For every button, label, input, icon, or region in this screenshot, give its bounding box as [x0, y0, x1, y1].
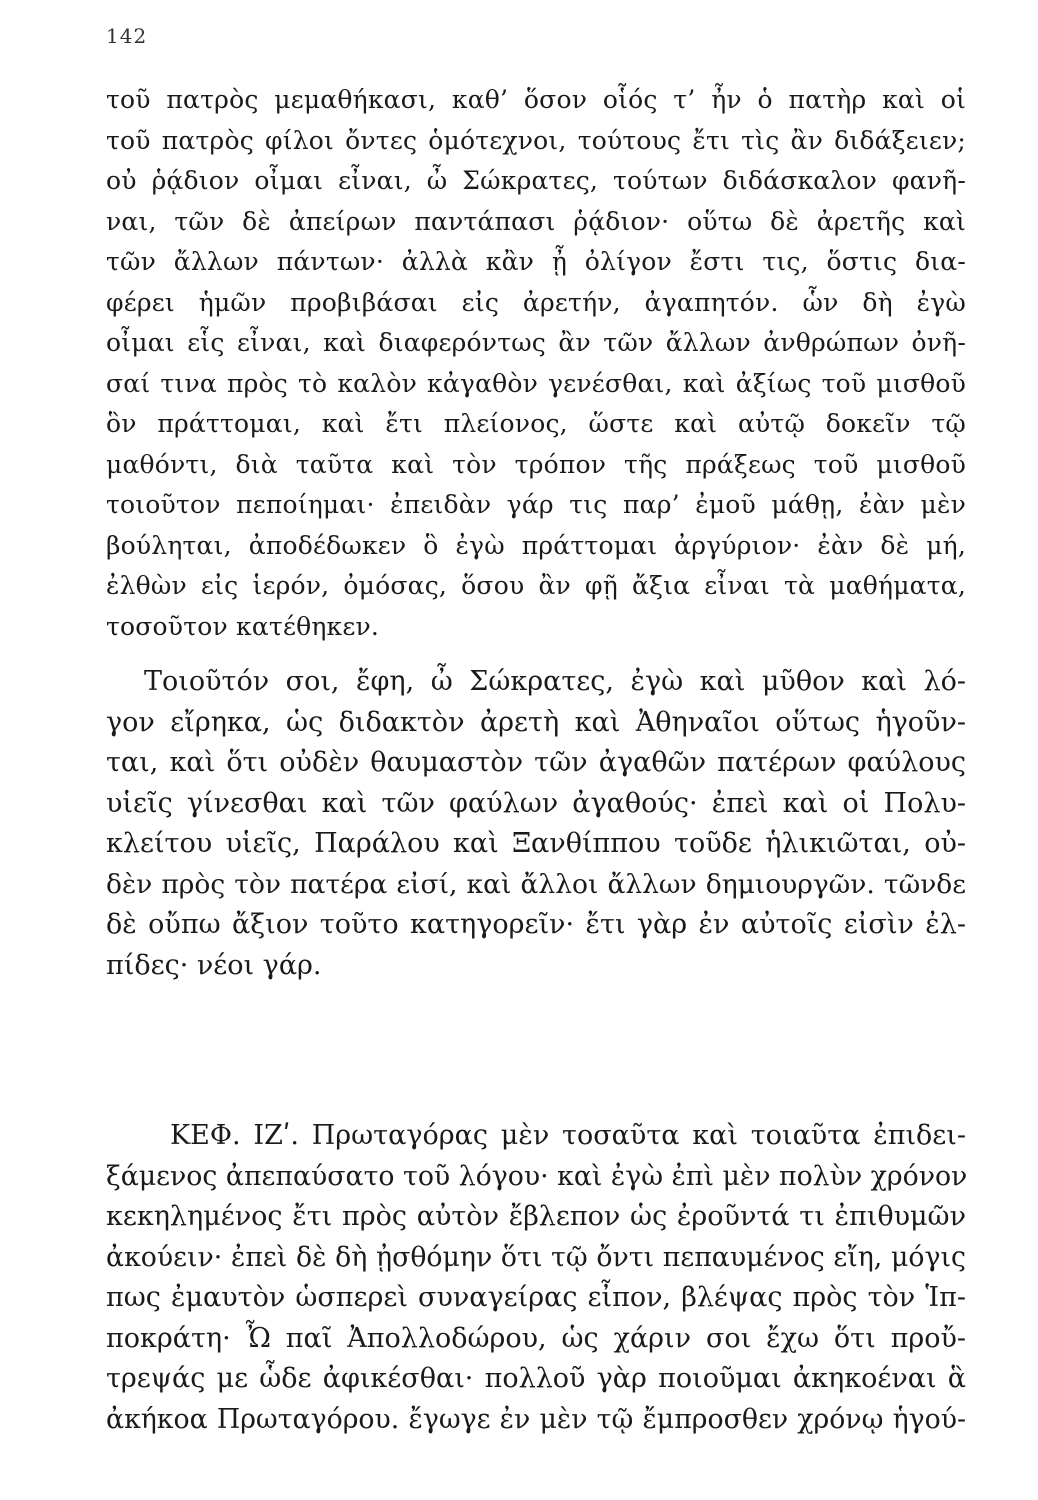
text-line: ὃν πράττομαι, καὶ ἔτι πλείονος, ὥστε καὶ αὐτῷ δοκεῖν τῷ	[106, 409, 966, 438]
text-line: γον εἴρηκα, ὡς διδακτὸν ἀρετὴ καὶ Ἀθηναῖοι οὕτως ἡγοῦν-	[106, 706, 966, 738]
text-line: οἶμαι εἷς εἶναι, καὶ διαφερόντως ἂν τῶν ἄλλων ἀνθρώπων ὀνῆ-	[106, 328, 966, 357]
text-line: τοῦ πατρὸς φίλοι ὄντες ὁμότεχνοι, τούτους ἔτι τὶς ἂν διδάξειεν;	[106, 125, 966, 155]
text-line: τοιοῦτον πεποίημαι· ἐπειδὰν γάρ τις παρ’ ἐμοῦ μάθῃ, ἐὰν μὲν	[106, 490, 966, 519]
text-line: ἐλθὼν εἰς ἱερόν, ὀμόσας, ὅσου ἂν φῇ ἄξια εἶναι τὰ μαθήματα,	[106, 571, 966, 600]
text-line: ποκράτη· Ὦ παῖ Ἀπολλοδώρου, ὡς χάριν σοι ἔχω ὅτι προὔ-	[106, 1322, 966, 1354]
paragraph-2	[106, 662, 966, 986]
text-line: υἱεῖς γίνεσθαι καὶ τῶν φαύλων ἀγαθούς· ἐπεὶ καὶ οἱ Πολυ-	[106, 787, 966, 819]
chapter-first-line	[106, 1116, 966, 1157]
paragraph-3	[106, 1116, 966, 1440]
text-line: τῶν ἄλλων πάντων· ἀλλὰ κἂν ᾖ ὀλίγον ἔστι τις, ὅστις δια-	[106, 247, 966, 276]
page-number: 142	[106, 24, 148, 48]
text-line: ναι, τῶν δὲ ἀπείρων παντάπασι ῥᾴδιον· οὕτω δὲ ἀρετῆς καὶ	[106, 206, 966, 236]
text-line: κεκηλημένος ἔτι πρὸς αὐτὸν ἔβλεπον ὡς ἐροῦντά τι ἐπιθυμῶν	[106, 1201, 966, 1232]
text-line: βούληται, ἀποδέδωκεν ὃ ἐγὼ πράττομαι ἀργύριον· ἐὰν δὲ μή,	[106, 530, 966, 560]
text-line: πως ἐμαυτὸν ὡσπερεὶ συναγείρας εἶπον, βλέψας πρὸς τὸν Ἱπ-	[106, 1282, 966, 1313]
text-line: ται, καὶ ὅτι οὐδὲν θαυμαστὸν τῶν ἀγαθῶν πατέρων φαύλους	[106, 747, 966, 778]
text-line: ξάμενος ἀπεπαύσατο τοῦ λόγου· καὶ ἐγὼ ἐπὶ μὲν πολὺν χρόνον	[106, 1160, 968, 1192]
text-line: δὲ οὔπω ἄξιον τοῦτο κατηγορεῖν· ἔτι γὰρ ἐν αὐτοῖς εἰσὶν ἐλ-	[106, 909, 966, 940]
text-line: φέρει ἡμῶν προβιβάσαι εἰς ἀρετήν, ἀγαπητόν. ὧν δὴ ἐγὼ	[106, 287, 966, 317]
text-line: τοῦ πατρὸς μεμαθήκασι, καθ’ ὅσον οἷός τ’ ἦν ὁ πατὴρ καὶ οἱ	[106, 85, 966, 114]
chapter-heading: ΚΕΦ. ΙΖʹ.	[170, 1120, 299, 1151]
text-line: οὐ ῥᾴδιον οἶμαι εἶναι, ὦ Σώκρατες, τούτων διδάσκαλον φανῆ-	[106, 166, 966, 195]
text-line: ἀκούειν· ἐπεὶ δὲ δὴ ᾐσθόμην ὅτι τῷ ὄντι πεπαυμένος εἴη, μόγις	[106, 1241, 966, 1273]
text-line: Πρωταγόρας μὲν τοσαῦτα καὶ τοιαῦτα ἐπιδει-	[311, 1120, 966, 1151]
text-line: πίδες· νέοι γάρ.	[106, 949, 322, 981]
text-line: Τοιοῦτόν σοι, ἔφη, ὦ Σώκρατες, ἐγὼ καὶ μῦθον καὶ λό-	[144, 666, 966, 697]
text-line: κλείτου υἱεῖς, Παράλου καὶ Ξανθίππου τοῦδε ἡλικιῶται, οὐ-	[106, 828, 966, 859]
text-line: τρεψάς με ὧδε ἀφικέσθαι· πολλοῦ γὰρ ποιοῦμαι ἀκηκοέναι ἃ	[106, 1363, 966, 1394]
text-line: σαί τινα πρὸς τὸ καλὸν κἀγαθὸν γενέσθαι, καὶ ἀξίως τοῦ μισθοῦ	[106, 368, 966, 398]
text-line: δὲν πρὸς τὸν πατέρα εἰσί, καὶ ἄλλοι ἄλλων δημιουργῶν. τῶνδε	[106, 868, 966, 900]
text-line: μαθόντι, διὰ ταῦτα καὶ τὸν τρόπον τῆς πράξεως τοῦ μισθοῦ	[106, 449, 966, 479]
text-line: τοσοῦτον κατέθηκεν.	[106, 611, 380, 641]
text-line: ἀκήκοα Πρωταγόρου. ἔγωγε ἐν μὲν τῷ ἔμπροσθεν χρόνῳ ἡγού-	[106, 1403, 966, 1435]
paragraph-1	[106, 80, 966, 647]
